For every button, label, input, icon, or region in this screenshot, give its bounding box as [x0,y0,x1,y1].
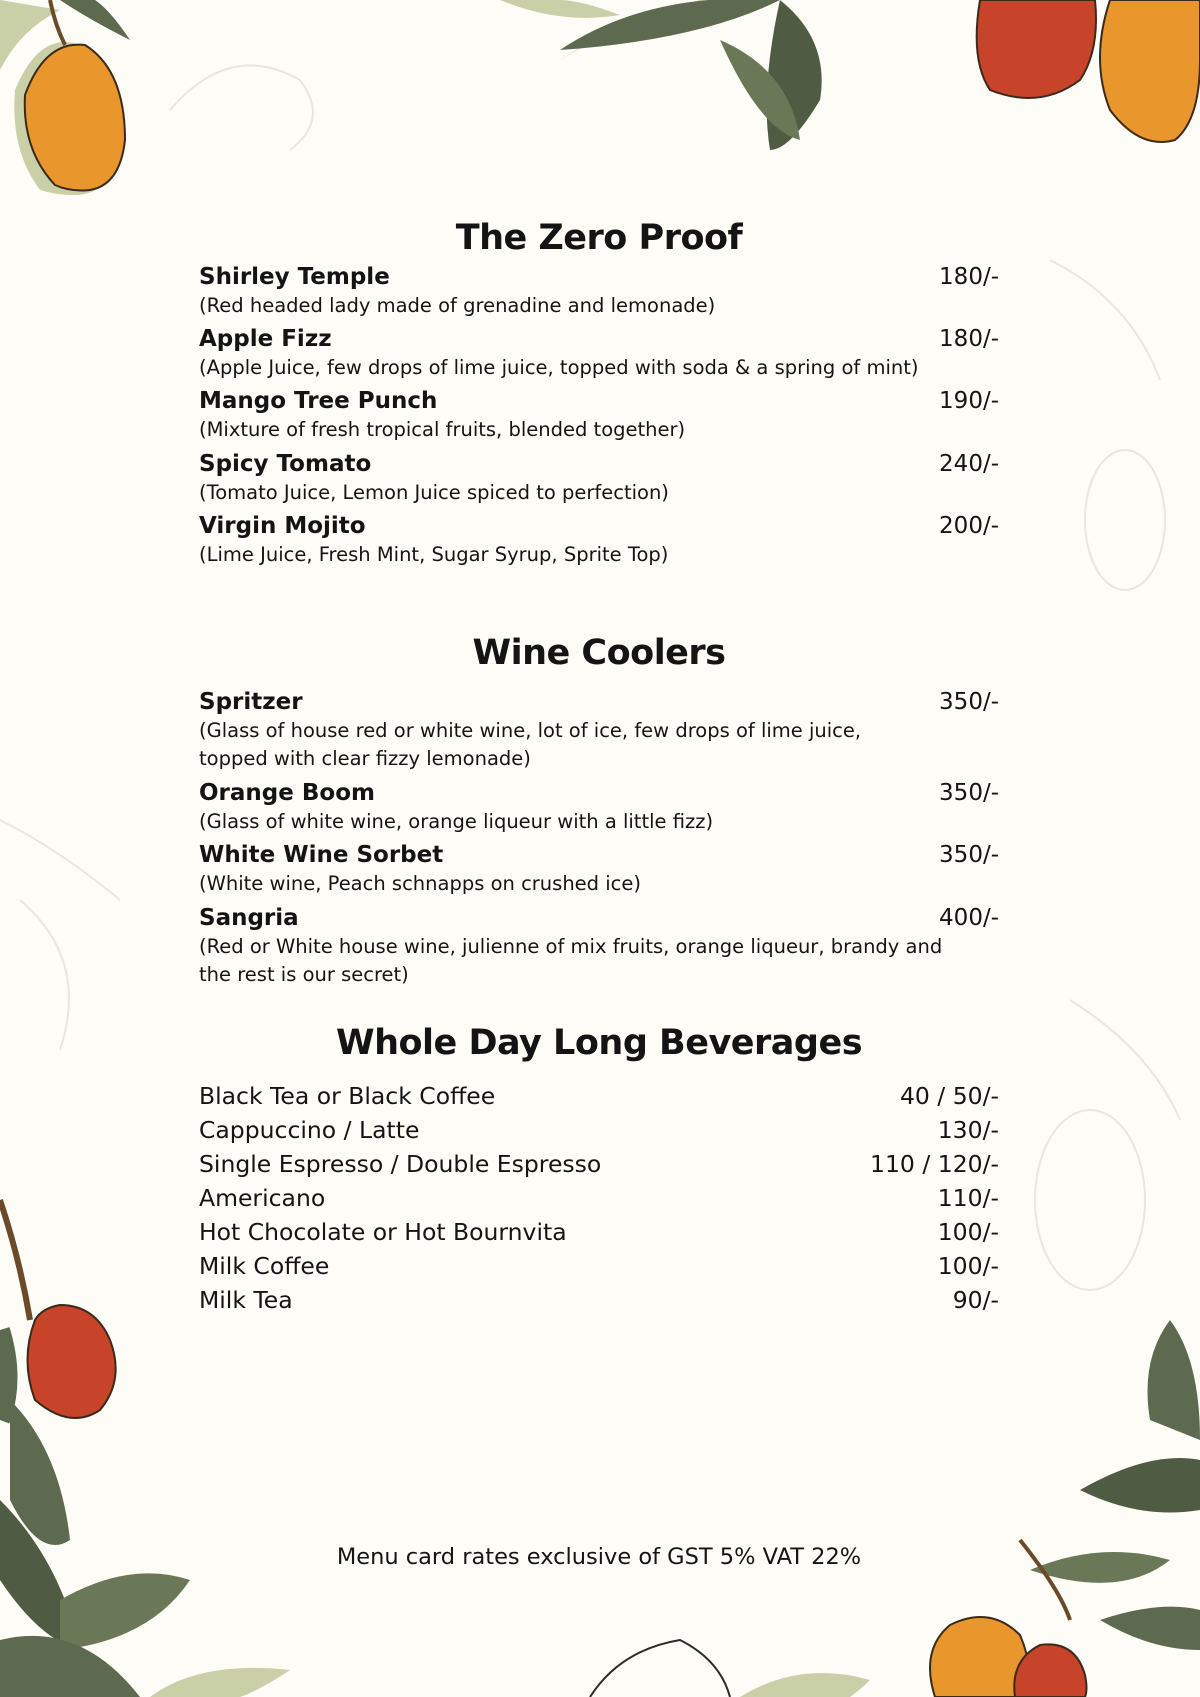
section-title-whole-day-beverages: Whole Day Long Beverages [335,1023,863,1063]
item-name: Americano [199,1184,326,1212]
tax-note-footer: Menu card rates exclusive of GST 5% VAT 22% [336,1544,862,1570]
item-price: 180/- [939,326,999,352]
item-description: (White wine, Peach schnapps on crushed ice) [199,872,641,895]
item-name: Spicy Tomato [199,451,372,477]
menu-item-virgin-mojito [199,511,999,569]
item-price: 100/- [937,1252,999,1280]
item-description: (Red or White house wine, julienne of mix fruits, orange liqueur, brandy and the rest is our secret) [199,935,943,986]
item-price: 110 / 120/- [870,1150,999,1178]
menu-content [199,0,999,1697]
item-name: Milk Coffee [199,1252,330,1280]
item-price: 240/- [939,451,999,477]
beverage-row-americano [199,1183,999,1213]
item-price: 110/- [937,1184,999,1212]
menu-item-apple-fizz [199,324,999,382]
top-left-mango-icon [0,0,130,195]
top-right-mangoes-icon [977,0,1200,142]
item-description: (Mixture of fresh tropical fruits, blended together) [199,418,686,441]
item-price: 350/- [939,689,999,715]
item-name: Virgin Mojito [199,513,366,539]
menu-item-shirley-temple [199,262,999,320]
item-description: (Red headed lady made of grenadine and lemonade) [199,294,716,317]
beverage-row-espresso [199,1149,999,1179]
section-title-zero-proof: The Zero Proof [455,218,743,258]
item-description: (Glass of white wine, orange liqueur with a little fizz) [199,810,714,833]
menu-item-spicy-tomato [199,449,999,507]
beverage-row-cappuccino-latte [199,1115,999,1145]
item-description: (Tomato Juice, Lemon Juice spiced to perfection) [199,481,669,504]
item-name: Orange Boom [199,780,375,806]
item-price: 200/- [939,513,999,539]
item-name: Cappuccino / Latte [199,1116,420,1144]
menu-item-mango-tree-punch [199,386,999,444]
item-name: Single Espresso / Double Espresso [199,1150,602,1178]
item-name: Milk Tea [199,1286,293,1314]
item-price: 130/- [937,1116,999,1144]
item-price: 350/- [939,780,999,806]
item-name: Apple Fizz [199,326,332,352]
beverage-row-black-tea-coffee [199,1081,999,1111]
item-description: (Glass of house red or white wine, lot of ice, few drops of lime juice, topped with clear fizzy lemonade) [199,719,862,770]
item-name: Shirley Temple [199,264,390,290]
item-name: White Wine Sorbet [199,842,444,868]
item-name: Hot Chocolate or Hot Bournvita [199,1218,567,1246]
beverage-row-milk-coffee [199,1251,999,1281]
item-name: Sangria [199,905,299,931]
menu-item-spritzer [199,687,999,773]
beverage-row-hot-chocolate [199,1217,999,1247]
item-description: (Apple Juice, few drops of lime juice, topped with soda & a spring of mint) [199,356,919,379]
item-price: 190/- [939,388,999,414]
item-price: 100/- [937,1218,999,1246]
item-name: Black Tea or Black Coffee [199,1082,496,1110]
item-price: 40 / 50/- [899,1082,999,1110]
section-title-wine-coolers: Wine Coolers [472,633,726,673]
item-price: 400/- [939,905,999,931]
item-price: 180/- [939,264,999,290]
item-price: 90/- [952,1286,999,1314]
item-name: Mango Tree Punch [199,388,438,414]
item-price: 350/- [939,842,999,868]
menu-item-sangria [199,903,999,989]
menu-item-white-wine-sorbet [199,840,999,898]
menu-item-orange-boom [199,778,999,836]
beverage-row-milk-tea [199,1285,999,1315]
item-name: Spritzer [199,689,303,715]
item-description: (Lime Juice, Fresh Mint, Sugar Syrup, Sprite Top) [199,543,669,566]
